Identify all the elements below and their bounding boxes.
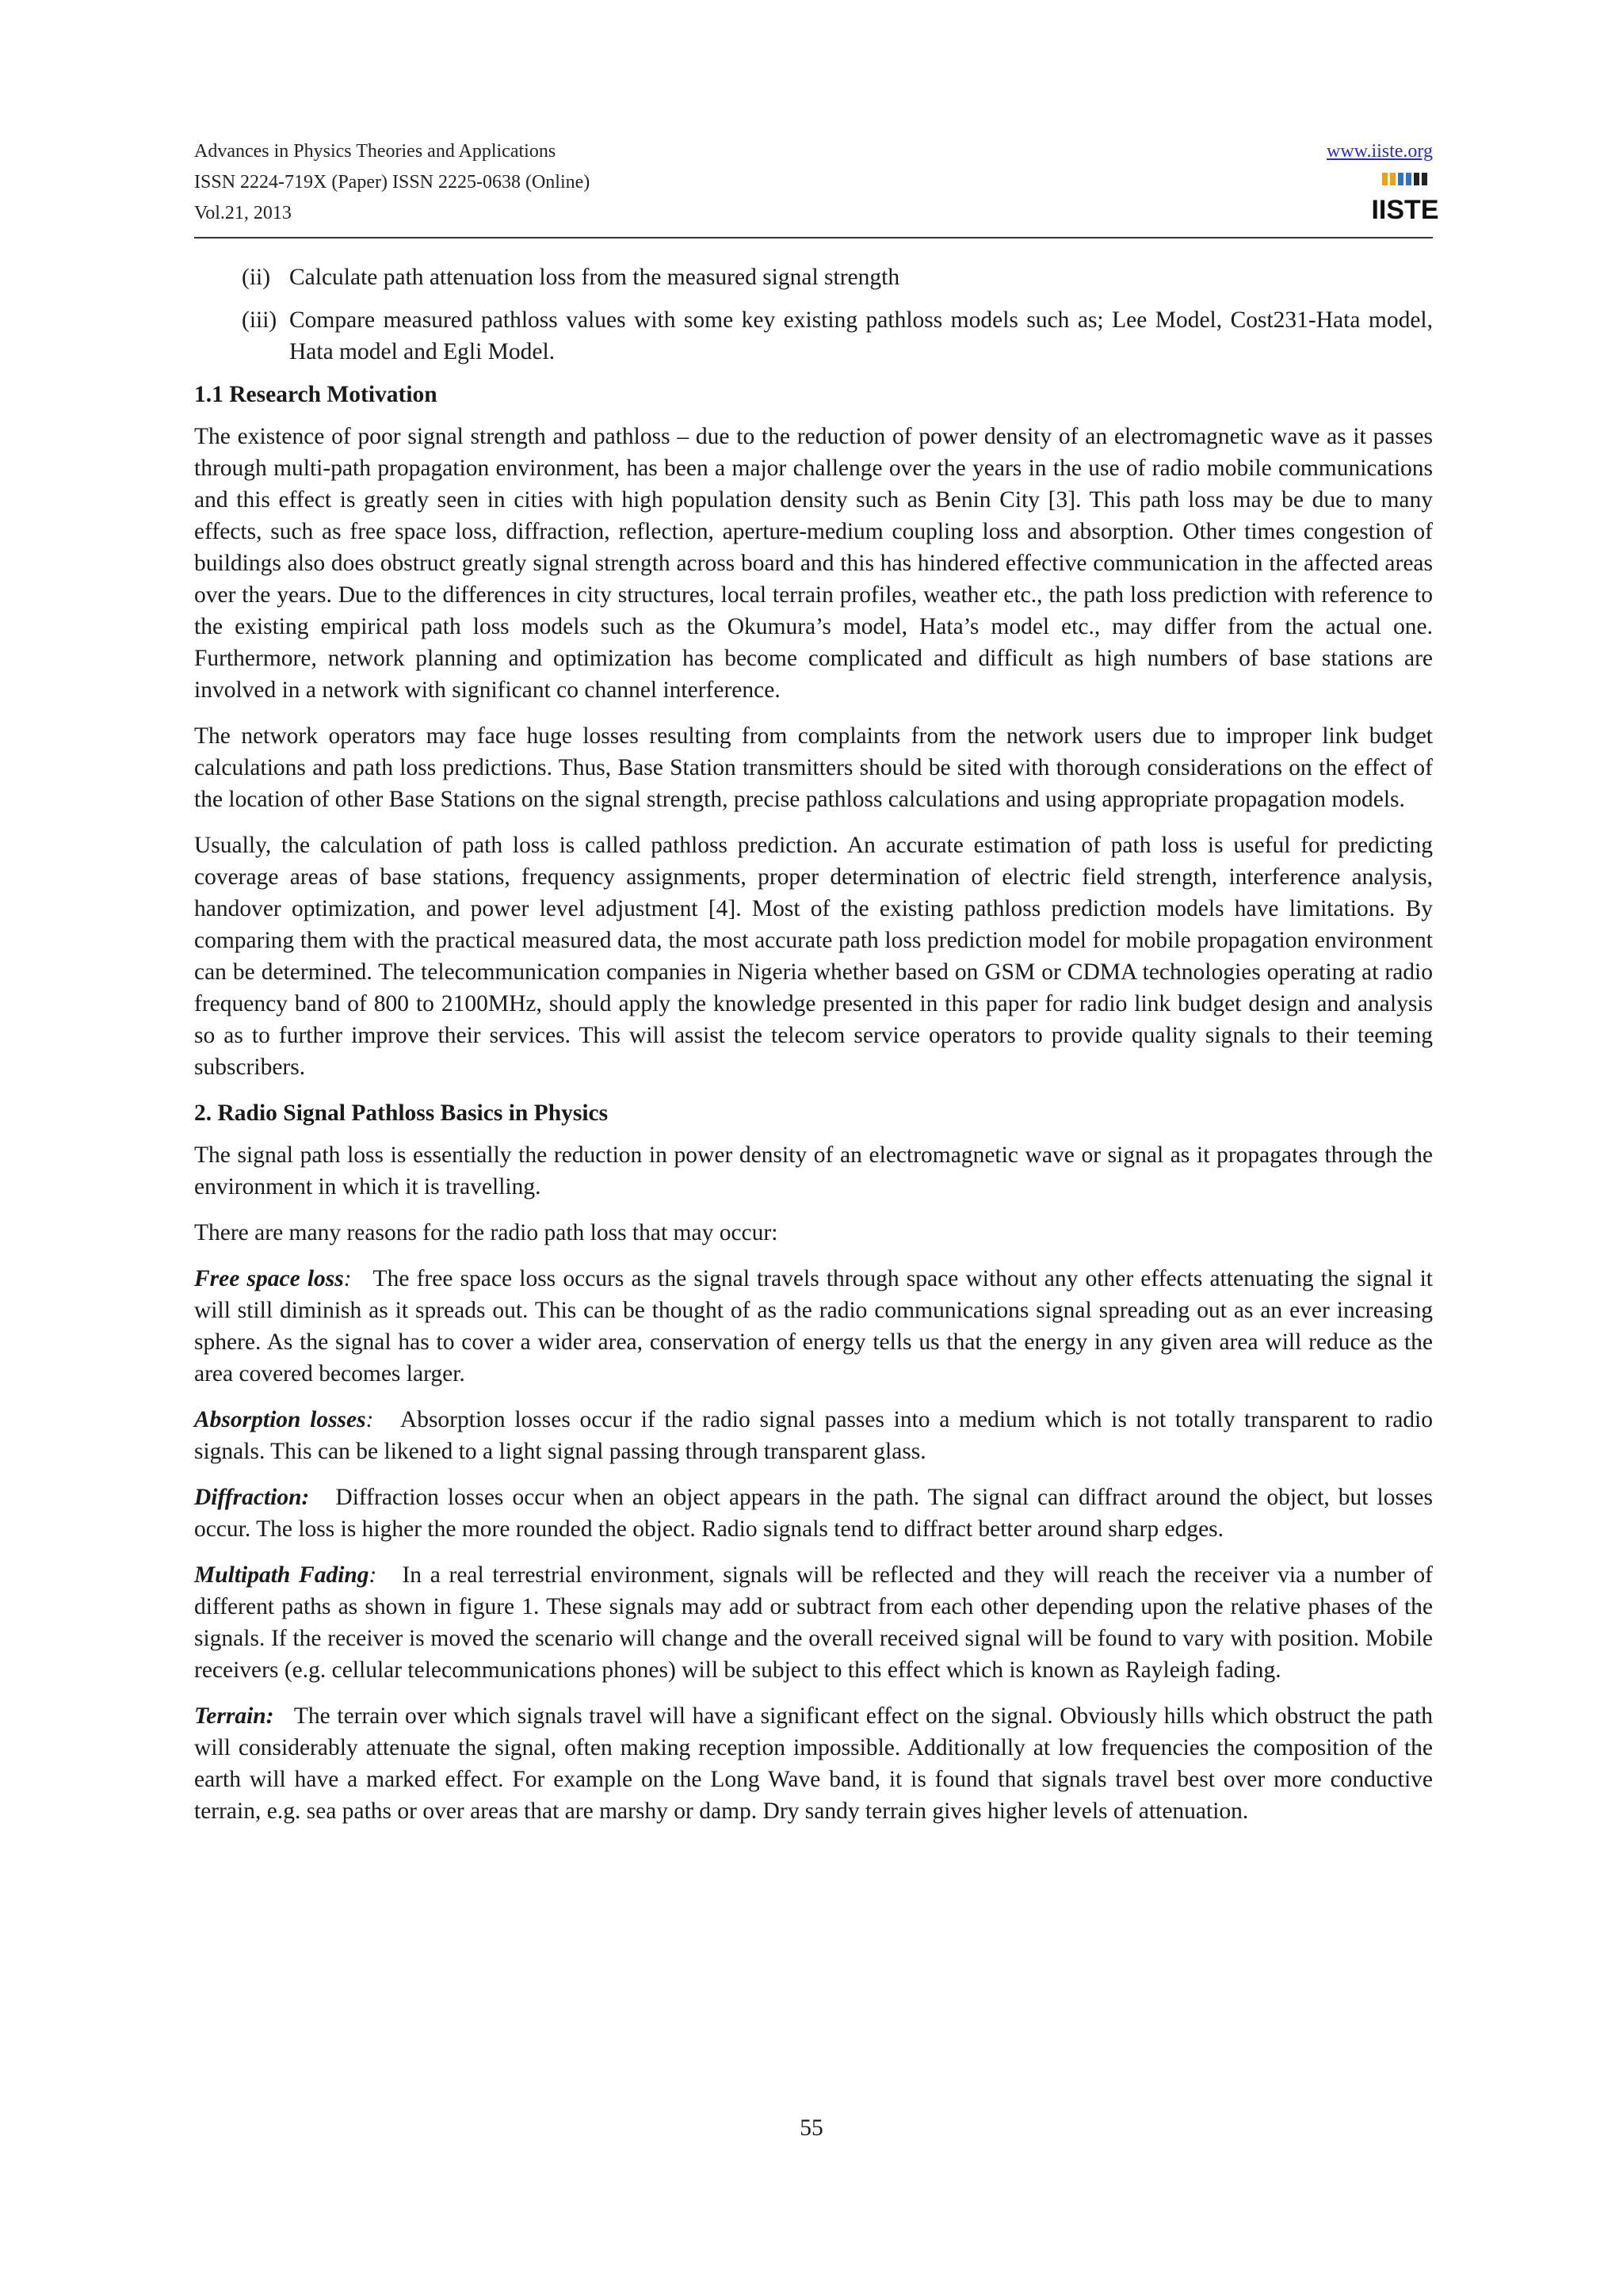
term-label: Diffraction: xyxy=(194,1485,310,1510)
list-text: Compare measured pathloss values with some key existing pathloss models such as; Lee Model, Cost231-Hata model, Hata model and Egli Model. xyxy=(289,307,1433,364)
paragraph: The signal path loss is essentially the reduction in power density of an electromagnetic wave or signal as it propagates through the environment in which it is travelling. xyxy=(194,1142,1433,1199)
iiste-logo xyxy=(1371,171,1439,227)
section-heading-research-motivation: 1.1 Research Motivation xyxy=(194,382,437,407)
term-label: Absorption losses xyxy=(194,1407,366,1432)
term-label: Multipath Fading xyxy=(194,1562,369,1588)
term-text: Absorption losses occur if the radio signal passes into a medium which is not totally transparent to radio signals. This can be likened to a light signal passing through transparent glass. xyxy=(194,1407,1433,1464)
journal-url-link[interactable]: www.iiste.org xyxy=(1327,141,1433,162)
list-text: Calculate path attenuation loss from the measured signal strength xyxy=(289,265,900,290)
term-text: The terrain over which signals travel will have a significant effect on the signal. Obviously hills which obstruct the path will considerably attenuate the signal, often making reception impossible. Additionally at low frequencies the composition of the earth will have a marked effect. For example on the Long Wave band, it is found that signals travel best over more conductive terrain, e.g. sea paths or over areas that are marshy or damp. Dry sandy terrain gives higher levels of attenuation. xyxy=(194,1703,1434,1824)
list-item xyxy=(194,261,1433,293)
paragraph: The network operators may face huge losses resulting from complaints from the network users due to improper link budget calculations and path loss predictions. Thus, Base Station transmitters should be sited with thorough considerations on the effect of the location of other Base Stations on the signal strength, precise pathloss calculations and using appropriate propagation models. xyxy=(194,723,1433,812)
list-number: (iii) xyxy=(242,307,277,333)
volume-line: Vol.21, 2013 xyxy=(194,203,292,223)
page-header xyxy=(194,136,1439,239)
logo-text: IISTE xyxy=(1371,195,1439,225)
term-paragraph-multipath-fading xyxy=(194,1559,1433,1686)
term-separator: : xyxy=(343,1266,352,1291)
term-text: In a real terrestrial environment, signals will be reflected and they will reach the receiver via a number of different paths as shown in figure 1. These signals may add or subtract from each other depending upon the relative phases of the signals. If the receiver is moved the scenario will change and the overall received signal will be found to vary with position. Mobile receivers (e.g. cellular telecommunications phones) will be subject to this effect which is known as Rayleigh fading. xyxy=(194,1562,1434,1683)
term-label: Free space loss xyxy=(194,1266,344,1291)
term-paragraph-terrain xyxy=(194,1700,1433,1827)
term-text: The free space loss occurs as the signal travels through space without any other effects attenuating the signal it will still diminish as it spreads out. This can be thought of as the radio communications signal spreading out as an ever increasing sphere. As the signal has to cover a wider area, conservation of energy tells us that the energy in any given area will reduce as the area covered becomes larger. xyxy=(194,1266,1433,1386)
term-label: Terrain: xyxy=(194,1703,274,1729)
term-paragraph-absorption-losses xyxy=(194,1404,1433,1467)
journal-title: Advances in Physics Theories and Applications xyxy=(194,141,556,162)
list-number: (ii) xyxy=(242,265,271,290)
section-heading-pathloss-basics: 2. Radio Signal Pathloss Basics in Physics xyxy=(194,1100,609,1126)
paragraph: There are many reasons for the radio path loss that may occur: xyxy=(194,1220,778,1245)
header-divider xyxy=(194,237,1433,238)
paragraph: Usually, the calculation of path loss is called pathloss prediction. An accurate estimation of path loss is useful for predicting coverage areas of base stations, frequency assignments, proper determination of electric field strength, interference analysis, handover optimization, and power level adjustment [4]. Most of the existing pathloss prediction models have limitations. By comparing them with the practical measured data, the most accurate path loss prediction model for mobile propagation environment can be determined. The telecommunication companies in Nigeria whether based on GSM or CDMA technologies operating at radio frequency band of 800 to 2100MHz, should apply the knowledge presented in this paper for radio link budget design and analysis so as to further improve their services. This will assist the telecom service operators to provide quality signals to their teeming subscribers. xyxy=(194,833,1433,1080)
term-paragraph-free-space-loss xyxy=(194,1263,1433,1390)
term-separator: : xyxy=(365,1407,374,1432)
term-paragraph-diffraction xyxy=(194,1482,1433,1545)
page-number: 55 xyxy=(800,2115,823,2141)
paragraph: The existence of poor signal strength and pathloss – due to the reduction of power density of an electromagnetic wave as it passes through multi-path propagation environment, has been a major challenge over the years in the use of radio mobile communications and this effect is greatly seen in cities with high population density such as Benin City [3]. This path loss may be due to many effects, such as free space loss, diffraction, reflection, aperture-medium coupling loss and absorption. Other times congestion of buildings also does obstruct greatly signal strength across board and this has hindered effective communication in the affected areas over the years. Due to the differences in city structures, local terrain profiles, weather etc., the path loss prediction with reference to the existing empirical path loss models such as the Okumura’s model, Hata’s model etc., may differ from the actual one. Furthermore, network planning and optimization has become complicated and difficult as high numbers of base stations are involved in a network with significant co channel interference. xyxy=(194,424,1433,703)
list-item xyxy=(194,304,1433,368)
article-body xyxy=(194,261,1433,1841)
term-text: Diffraction losses occur when an object appears in the path. The signal can diffract around the object, but losses occur. The loss is higher the more rounded the object. Radio signals tend to diffract better around sharp edges. xyxy=(194,1485,1433,1542)
issn-line: ISSN 2224-719X (Paper) ISSN 2225-0638 (Online) xyxy=(194,172,590,193)
term-separator: : xyxy=(369,1562,377,1588)
